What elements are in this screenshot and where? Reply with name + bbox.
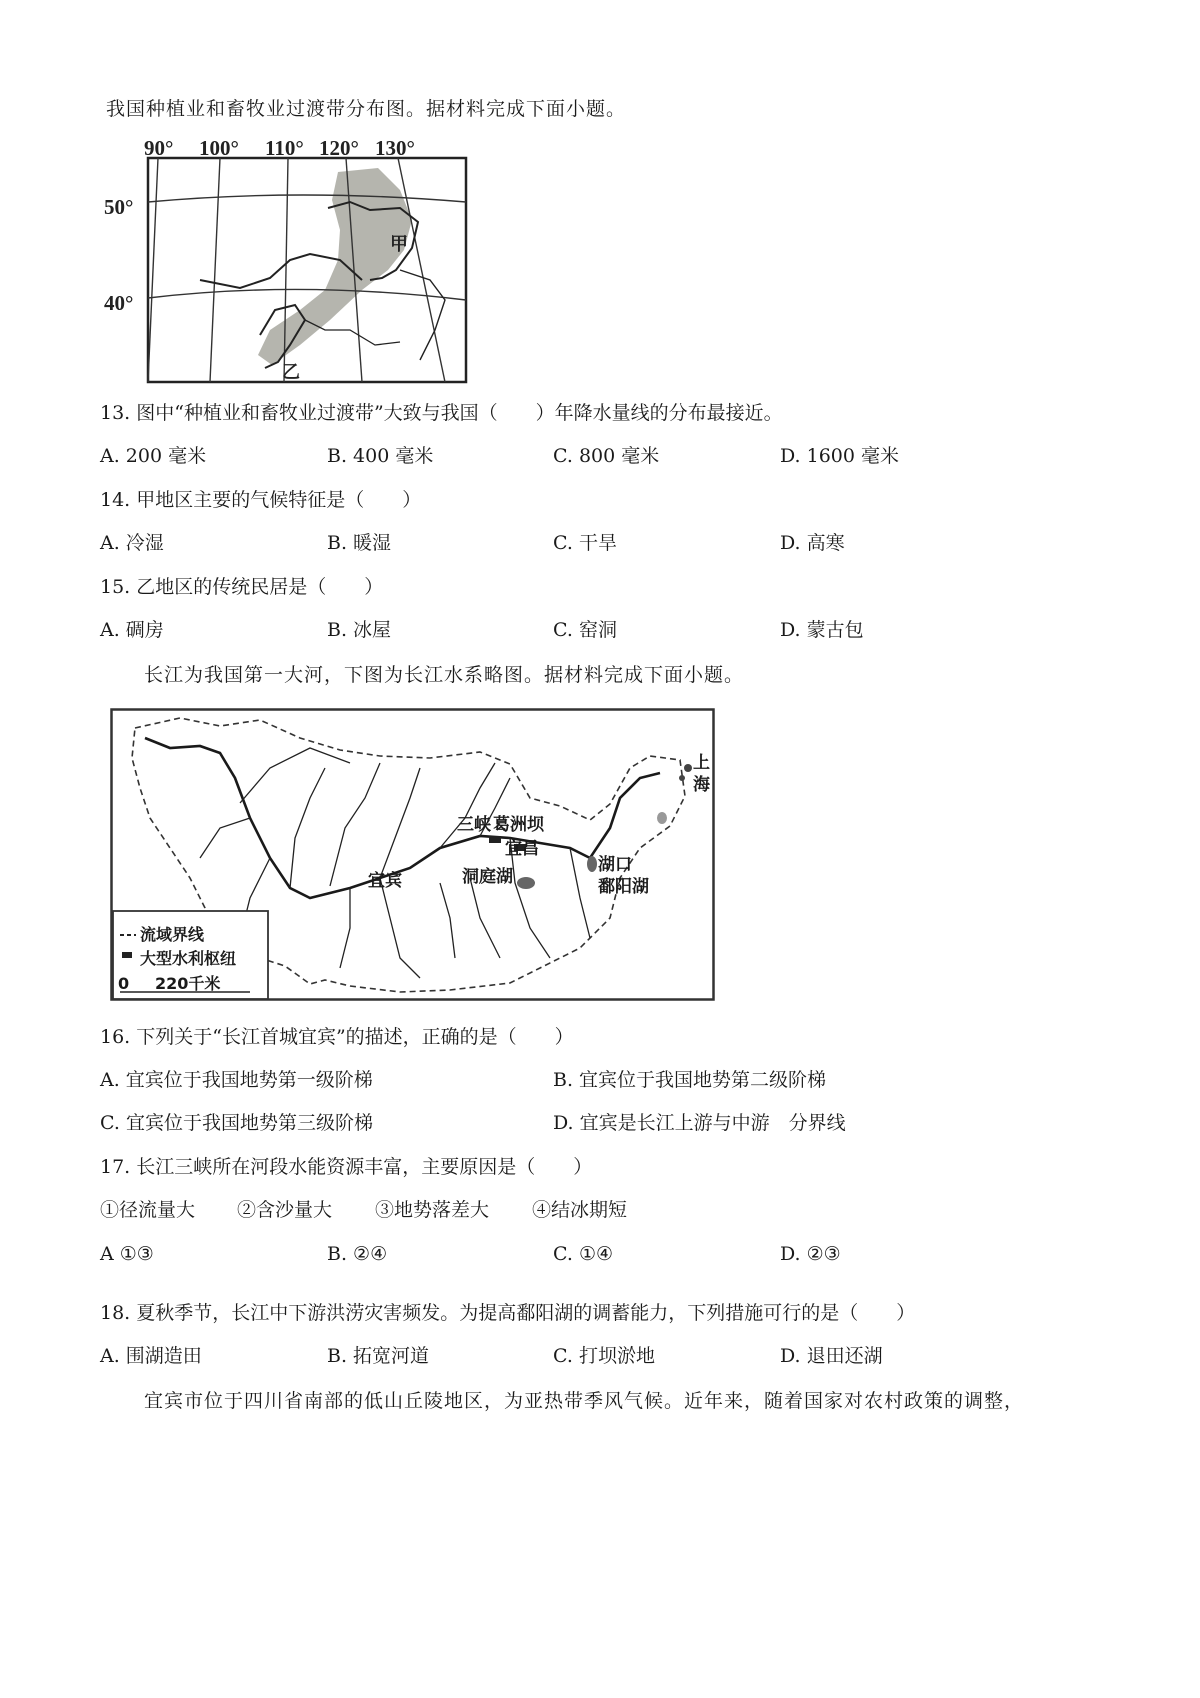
lat-label-40: 40° [104,291,134,315]
latitude-40-line [148,289,466,300]
label-yibin: 宜宾 [368,871,402,891]
q16-option-d[interactable]: D. 宜宾是长江上游与中游 分界线 [553,1112,846,1134]
dongting-lake-shape [517,877,535,889]
transition-belt-map [100,130,480,390]
q16-option-b[interactable]: B. 宜宾位于我国地势第二级阶梯 [553,1069,827,1091]
latitude-50-line [148,195,466,202]
q17-option-b[interactable]: B. ②④ [327,1243,388,1265]
question-15-stem: 15. 乙地区的传统民居是（ ） [100,576,384,598]
lon-label-130: 130° [375,136,415,160]
q13-option-b[interactable]: B. 400 毫米 [327,445,434,467]
lon-label-90: 90° [144,136,174,160]
legend-hub-symbol [122,952,132,958]
q14-option-b[interactable]: B. 暖湿 [327,532,392,554]
map-legend [113,911,268,999]
intro-text-3: 宜宾市位于四川省南部的低山丘陵地区，为亚热带季风气候。近年来，随着国家对农村政策的调整， [144,1390,1025,1412]
region-label-yi: 乙 [282,362,300,382]
q17-option-c[interactable]: C. ①④ [553,1243,614,1265]
question-16-stem: 16. 下列关于“长江首城宜宾”的描述，正确的是（ ） [100,1026,574,1048]
q18-option-c[interactable]: C. 打坝淤地 [553,1345,655,1367]
question-18-stem: 18. 夏秋季节，长江中下游洪涝灾害频发。为提高鄱阳湖的调蓄能力，下列措施可行的是（ ） [100,1302,916,1324]
q18-option-d[interactable]: D. 退田还湖 [780,1345,883,1367]
label-gezhouba: 葛洲坝 [493,815,544,835]
q17-option-a[interactable]: A ①③ [100,1243,154,1265]
region-label-jia: 甲 [390,234,408,254]
q15-option-b[interactable]: B. 冰屋 [327,619,392,641]
q18-option-a[interactable]: A. 围湖造田 [100,1345,202,1367]
q13-option-a[interactable]: A. 200 毫米 [100,445,207,467]
lon-label-100: 100° [199,136,239,160]
lat-label-50: 50° [104,195,134,219]
taihu-lake-shape [657,812,667,824]
q17-item-4: ④结冰期短 [532,1199,628,1221]
lon-label-120: 120° [319,136,359,160]
q14-option-c[interactable]: C. 干旱 [553,532,617,554]
label-shanghai-1: 上 [693,753,710,773]
lon-label-110: 110° [265,136,304,160]
q16-option-a[interactable]: A. 宜宾位于我国地势第一级阶梯 [100,1069,373,1091]
q14-option-d[interactable]: D. 高寒 [780,532,845,554]
q14-option-a[interactable]: A. 冷湿 [100,532,164,554]
q16-option-c[interactable]: C. 宜宾位于我国地势第三级阶梯 [100,1112,373,1134]
map-frame [148,158,466,382]
q18-option-b[interactable]: B. 拓宽河道 [327,1345,430,1367]
intro-text-2: 长江为我国第一大河，下图为长江水系略图。据材料完成下面小题。 [144,664,745,686]
three-gorges-hub-symbol [489,836,501,843]
q15-option-d[interactable]: D. 蒙古包 [780,619,864,641]
yangtze-river-map-svg [110,708,716,1002]
label-poyanghu: 鄱阳湖 [598,877,649,897]
label-hukou: 湖口 [598,855,632,875]
intro-text-1: 我国种植业和畜牧业过渡带分布图。据材料完成下面小题。 [106,98,627,120]
q13-option-d[interactable]: D. 1600 毫米 [780,445,900,467]
legend-boundary-label: 流域界线 [140,925,205,944]
q17-item-2: ②含沙量大 [237,1199,333,1221]
question-17-stem: 17. 长江三峡所在河段水能资源丰富，主要原因是（ ） [100,1156,593,1178]
legend-hub-label: 大型水利枢纽 [140,949,237,968]
q17-item-1: ①径流量大 [100,1199,196,1221]
scale-value-label: 220千米 [155,974,221,993]
label-shanghai-2: 海 [693,775,710,795]
q17-item-3: ③地势落差大 [375,1199,490,1221]
label-sanxia: 三峡 [457,815,491,835]
yangtze-river-map [110,708,716,1002]
question-14-stem: 14. 甲地区主要的气候特征是（ ） [100,489,422,511]
label-yichang: 宜昌 [505,839,539,859]
transition-belt-map-svg [100,130,480,390]
question-13-stem: 13. 图中“种植业和畜牧业过渡带”大致与我国（ ）年降水量线的分布最接近。 [100,402,783,424]
q17-option-d[interactable]: D. ②③ [780,1243,841,1265]
poyang-lake-shape [587,856,597,872]
q15-option-a[interactable]: A. 碉房 [100,619,164,641]
scale-zero-label: 0 [118,974,130,993]
label-dongtinghu: 洞庭湖 [462,867,513,887]
q15-option-c[interactable]: C. 窑洞 [553,619,617,641]
q13-option-c[interactable]: C. 800 毫米 [553,445,660,467]
